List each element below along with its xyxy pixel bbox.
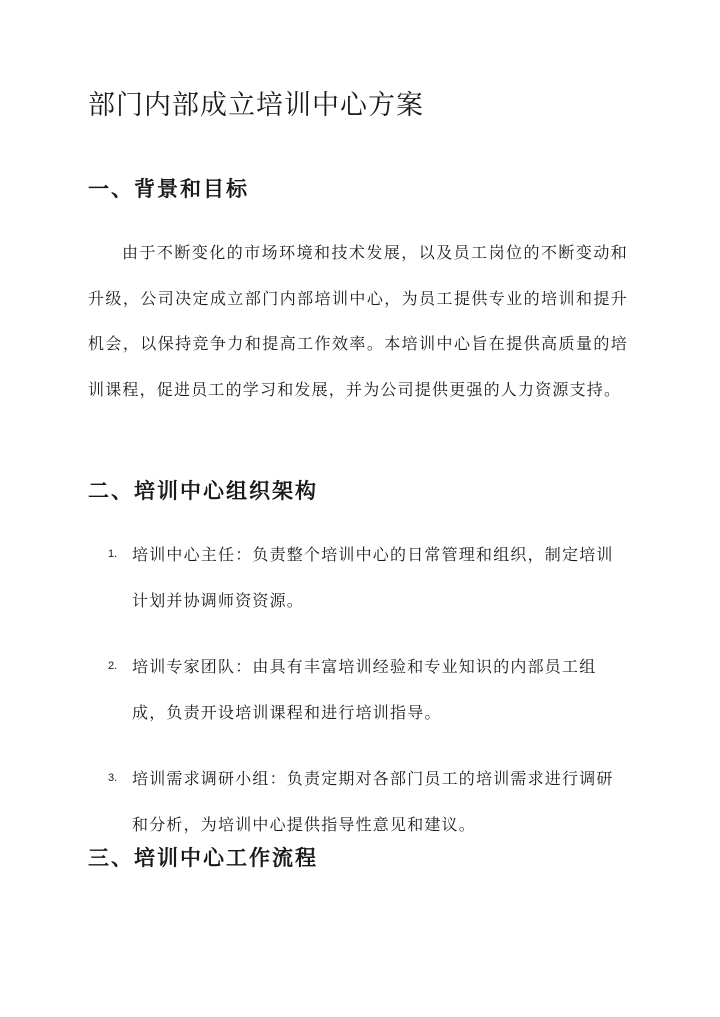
document-title: 部门内部成立培训中心方案 [88,90,424,121]
list-item-number: 3. [108,772,118,784]
organization-list [88,532,628,868]
background-paragraph: 由于不断变化的市场环境和技术发展，以及员工岗位的不断变动和升级，公司决定成立部门内部培训中心，为员工提供专业的培训和提升机会，以保持竞争力和提高工作效率。本培训中心旨在提供高质量的培训课程，促进员工的学习和发展，并为公司提供更强的人力资源支持。 [88,243,628,399]
list-item [88,756,628,847]
list-item-number: 1. [108,548,118,560]
list-item [88,644,628,735]
list-item-text: 培训中心主任：负责整个培训中心的日常管理和组织，制定培训计划并协调师资资源。 [132,545,614,610]
list-item-number: 2. [108,660,118,672]
section-heading-workflow: 三、培训中心工作流程 [88,846,318,870]
list-item [88,532,628,623]
section-heading-organization: 二、培训中心组织架构 [88,479,318,503]
section-heading-background: 一、背景和目标 [88,177,249,201]
list-item-text: 培训需求调研小组：负责定期对各部门员工的培训需求进行调研和分析，为培训中心提供指导性意见和建议。 [132,769,614,834]
list-item-text: 培训专家团队：由具有丰富培训经验和专业知识的内部员工组成，负责开设培训课程和进行培训指导。 [132,657,597,722]
